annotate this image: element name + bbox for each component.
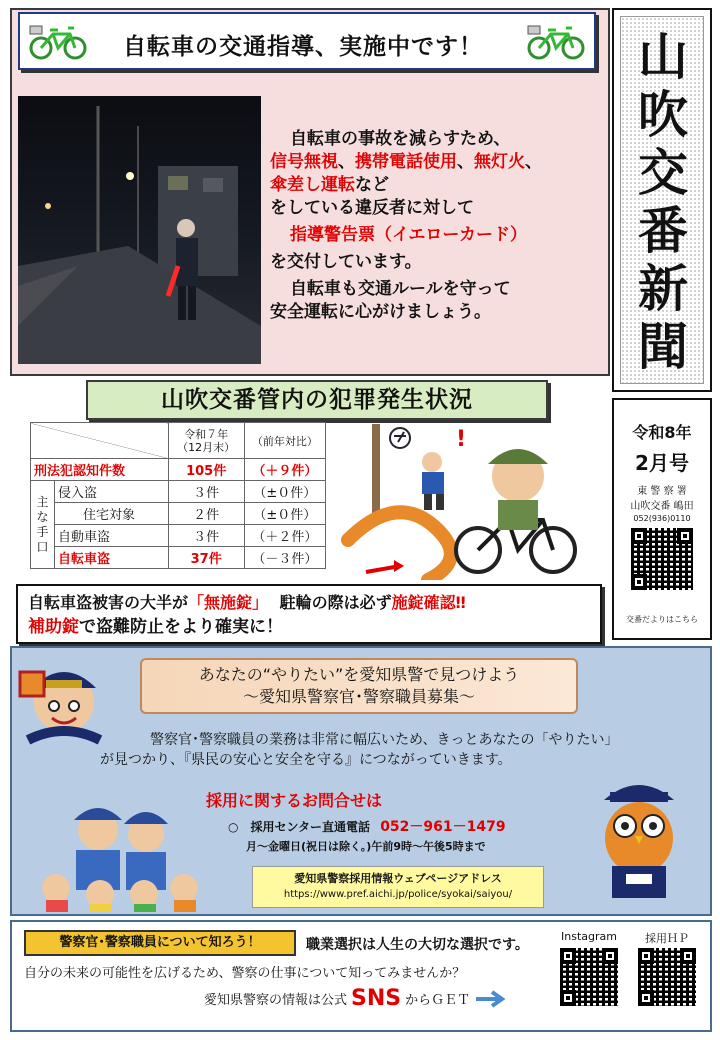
side-char: 口 (36, 539, 49, 554)
row-value: ２件 (168, 503, 244, 525)
row-label: 住宅対象 (55, 503, 169, 525)
table-row (31, 481, 326, 503)
table-row (31, 503, 326, 525)
bicycle-icon (28, 24, 88, 60)
row-label: 刑法犯認知件数 (31, 459, 169, 481)
banner-title: 自転車の交通指導、実施中です！ (123, 34, 483, 60)
warning-lock-check: 施錠確認‼ (391, 593, 466, 612)
cycling-banner (18, 12, 596, 70)
row-label: 自動車盗 (55, 525, 169, 547)
instagram-qr-code[interactable] (560, 948, 618, 1006)
footer-line-2: 自分の未来の可能性を広げるため、警察の仕事について知ってみませんか？ (24, 966, 466, 981)
row-diff: （±０件） (244, 481, 325, 503)
officer-photo-image (18, 96, 261, 364)
title-char: 新 (638, 260, 688, 318)
cycling-guidance-section (10, 8, 610, 376)
footer-tag: 警察官･警察職員について知ろう！ (24, 930, 296, 956)
issue-era: 令和8年 (632, 423, 692, 442)
recruit-body-line-2: が見つかり、『県民の安心と安全を守る』につながっていきます。 (100, 752, 512, 768)
row-value: ３件 (168, 481, 244, 503)
issue-info (612, 398, 712, 640)
side-char: な (36, 509, 49, 524)
title-char: 山 (638, 28, 688, 86)
qr-caption: 交番だよりはこちら (626, 615, 698, 624)
crime-stats-title: 山吹交番管内の犯罪発生状況 (86, 380, 548, 420)
footer-sns-lead: 愛知県警察の情報は公式 (204, 993, 348, 1008)
footer-sns-tail: からＧＥＴ (405, 993, 471, 1008)
recruit-body-line-1: 警察官･警察職員の業務は非常に幅広いため、きっとあなたの「やりたい」 (150, 732, 619, 748)
arrow-right-icon (474, 990, 508, 1008)
period-label: 令和７年 (184, 427, 229, 441)
row-diff: （＋２件） (244, 525, 325, 547)
officers-children-illustration (28, 790, 208, 912)
recruit-banner-line-1: あなたの“やりたい”を愛知県警で見つけよう (198, 665, 520, 684)
footer-line-1: 職業選択は人生の大切な選択です。 (306, 937, 529, 953)
recruit-body (100, 730, 700, 770)
inquiry-title: 採用に関するお問合せは (206, 791, 383, 810)
recruit-web-box[interactable] (252, 866, 544, 908)
center-label: ○ 採用センター直通電話 (228, 820, 370, 834)
separator: 、 (457, 152, 474, 172)
koban-phone: 052(936)0110 (633, 514, 691, 523)
violations-line (270, 151, 610, 174)
row-diff: （－３件） (244, 547, 325, 569)
warning-line-1 (28, 591, 590, 615)
bike-theft-warning (16, 584, 602, 644)
recruit-center (228, 816, 506, 836)
newsletter-qr-code[interactable] (631, 528, 693, 590)
crime-stats-table (30, 422, 326, 569)
yellow-card-label: 指導警告票（イエローカード） (290, 225, 527, 245)
side-char: 手 (36, 524, 49, 539)
story-line: 自転車の事故を減らすため、 (290, 129, 511, 149)
row-diff: （＋９件） (244, 459, 325, 481)
row-diff: （±０件） (244, 503, 325, 525)
period-sub: （12月末） (177, 440, 236, 454)
title-char: 番 (638, 202, 688, 260)
warning-text: 駐輪の際は必ず (279, 593, 392, 612)
table-row (31, 547, 326, 569)
warning-line-2 (28, 615, 590, 639)
recruit-url[interactable]: https://www.pref.aichi.jp/police/syokai/saiyou/ (283, 889, 513, 900)
period-header (168, 423, 244, 459)
warning-text: 自転車盗被害の大半が (28, 593, 189, 612)
newsletter-title (620, 16, 704, 384)
svg-text:!: ! (456, 427, 467, 452)
compare-header: （前年対比） (244, 423, 325, 459)
sns-label: SNS (351, 986, 402, 1011)
side-char: 主 (36, 494, 49, 509)
warning-sub-lock: 補助錠 (28, 617, 79, 637)
koban-name: 山吹交番 嶋田 (630, 501, 694, 512)
mascot-police-icon (16, 652, 112, 748)
story-text: など (355, 175, 389, 195)
police-station: 東 警 察 署 (637, 486, 687, 497)
story-line: をしている違反者に対して (270, 198, 474, 218)
violation-nolight: 無灯火 (474, 152, 525, 172)
web-label: 愛知県警察採用情報ウェブページアドレス (294, 872, 502, 885)
separator: 、 (525, 152, 542, 172)
row-value: 37件 (168, 547, 244, 569)
recruit-hours: 月～金曜日(祝日は除く。)午前9時～午後5時まで (246, 840, 486, 853)
bicycle-icon (526, 24, 586, 60)
table-row (31, 459, 326, 481)
title-char: 聞 (638, 318, 688, 376)
method-side-label (31, 481, 55, 569)
recruit-banner (140, 658, 578, 714)
recruit-hp-qr-code[interactable] (638, 948, 696, 1006)
violations-line-2 (270, 174, 610, 197)
night-patrol-photo (18, 96, 261, 364)
violation-umbrella: 傘差し運転 (270, 175, 355, 195)
newsletter-title-box (612, 8, 712, 392)
story-line: を交付しています。 (270, 252, 422, 272)
warning-unlocked: 「無施錠」 (188, 593, 269, 612)
guidance-story (270, 128, 610, 324)
bike-theft-illustration (338, 420, 606, 580)
row-value: ３件 (168, 525, 244, 547)
story-line: 安全運転に心がけましょう。 (270, 302, 491, 322)
row-label: 侵入盗 (55, 481, 169, 503)
instagram-label: Instagram (561, 930, 617, 943)
recruit-banner-line-2: ～愛知県警察官･警察職員募集～ (242, 687, 475, 706)
recruit-hp-label: 採用ＨＰ (645, 932, 689, 945)
violation-phone: 携帯電話使用 (355, 152, 457, 172)
separator: 、 (338, 152, 355, 172)
row-value: 105件 (168, 459, 244, 481)
title-char: 交 (638, 144, 688, 202)
issue-month: 2月号 (635, 451, 689, 475)
owl-mascot-icon (592, 770, 686, 910)
footer-line-3 (204, 986, 508, 1011)
warning-text: で盗難防止をより確実に！ (79, 617, 283, 637)
table-row (31, 525, 326, 547)
row-label: 自転車盗 (55, 547, 169, 569)
story-line: 自転車も交通ルールを守って (290, 279, 511, 299)
violation-signal: 信号無視 (270, 152, 338, 172)
center-phone[interactable]: 052－961－1479 (380, 819, 506, 835)
table-corner (31, 423, 169, 459)
title-char: 吹 (638, 86, 688, 144)
